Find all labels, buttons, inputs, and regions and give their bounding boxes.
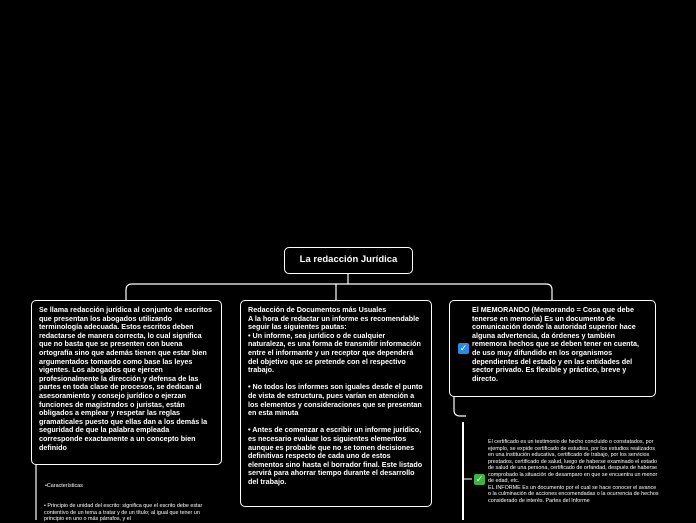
caracteristicas-node[interactable]: •Características: [45, 483, 83, 489]
certificado-node[interactable]: El certificado es un testimonio de hecho concluido o constatados, por ejemplo, se expide certificado de estudios, por los estudios realizados en una institución educativa, certificado de trabajo, por los servicios prestados, certificado de salud, luego de haberse examinado el estado de salud de una persona, certificado de orfandad, después de haberse comprobado la situación de desamparo en que se encuentra un menor de edad, etc. EL INFORME Es un documento por el cual se hace conocer el avance o la culminación de acciones encomendadas o la ocurrencia de hechos considerado de interés. Partes del Informe: [488, 439, 659, 504]
documents-node[interactable]: Redacción de Documentos más Usuales A la hora de redactar un informe es recomendable seguir las siguientes pautas: • Un informe, sea jurídico o de cualquier naturaleza, es una forma de transmitir información entre el informante y un receptor que dependerá del objetivo que se pretende con el respectivo trabajo. • No todos los informes son iguales desde el punto de vista de estructura, pues varían en atención a los elementos y consideraciones que se presentan en esta minuta • Antes de comenzar a escribir un informe jurídico, es necesario evaluar los siguientes elementos aunque es probable que no se tomen decisiones definitivas respecto de cada uno de estos elementos sino hasta el borrador final. Este listado servirá para ahorrar tiempo durante el desarrollo del trabajo.: [240, 300, 432, 507]
principio-node[interactable]: • Principio de unidad del escrito: significa que el escrito debe estar contentivo de un tema a tratar y de un título; al igual que tener un principio en uno o más párrafos, y el: [44, 503, 203, 522]
check-icon: ✓: [459, 343, 468, 353]
definition-node[interactable]: Se llama redacción jurídica al conjunto de escritos que presentan los abogados utilizando terminología adecuada. Estos escritos deben redactarse de manera correcta, lo cual significa que no basta que se presenten con buena ortografía sino que además tienen que estar bien argumentados tomando como base las leyes vigentes. Los abogados que ejercen profesionalmente la dirección y defensa de las partes en toda clase de procesos, se dedican al asesoramiento y consejo jurídico o ejerzan funciones de magistrados o juristas, están obligados a emplear y respetar las reglas gramaticales puesto que ellas dan a los demás la seguridad de que la palabra empleada corresponde exactamente a un concepto bien definido: [31, 300, 222, 465]
root-node[interactable]: La redacción Jurídica: [284, 247, 413, 274]
memorando-node[interactable]: El MEMORANDO (Memorando = Cosa que debe tenerse en memoria) Es un documento de comunicación donde la autoridad superior hace alguna advertencia, da órdenes y también rememora hechos que se deben tener en cuenta, de uso muy difundido en los organismos dependientes del estado y en las entidades del sector privado. Es flexible y práctico, breve y directo.: [449, 300, 656, 397]
check-icon: ✓: [475, 474, 484, 484]
card3-connector: [454, 397, 466, 416]
root-connector: [126, 274, 552, 300]
